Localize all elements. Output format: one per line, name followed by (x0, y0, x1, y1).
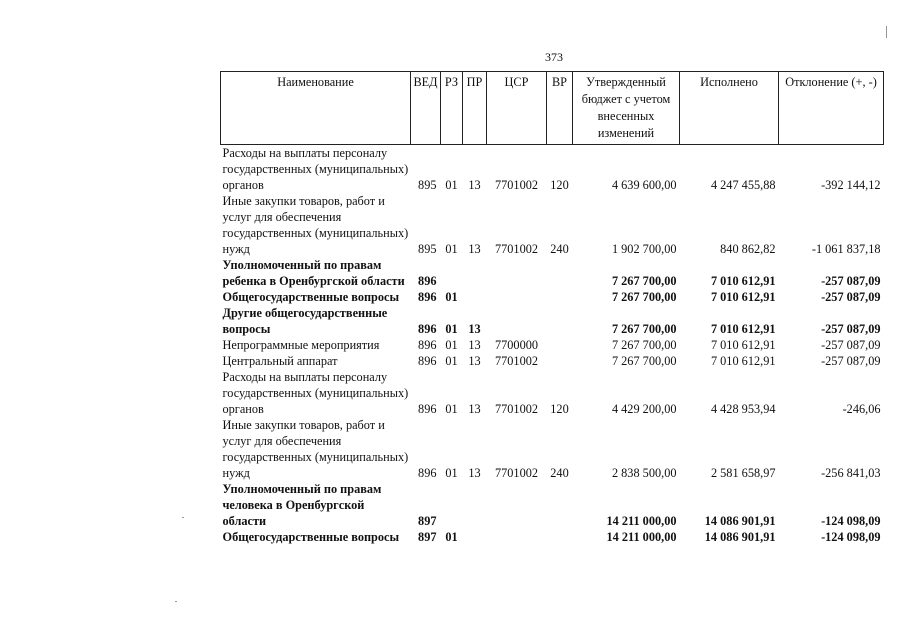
table-row (221, 257, 884, 289)
table-row (221, 369, 884, 417)
scan-edge-mark (886, 26, 887, 38)
cell-ved: 896 (418, 290, 437, 304)
cell-csr: 7701002 (494, 466, 539, 480)
cell-ved: 896 (418, 338, 437, 352)
cell-csr (487, 529, 547, 545)
cell-name: Уполномоченный по правам ребенка в Оренбургской области (222, 258, 405, 288)
cell-name: Расходы на выплаты персоналу государственных (муниципальных) органов (222, 370, 409, 416)
cell-ved: 896 (418, 354, 437, 368)
cell-pr: 13 (468, 178, 481, 192)
cell-deviation: -257 087,09 (821, 290, 881, 304)
cell-csr: 7701002 (494, 242, 539, 256)
cell-csr (487, 289, 547, 305)
cell-approved: 7 267 700,00 (611, 322, 677, 336)
cell-executed: 7 010 612,91 (710, 354, 776, 368)
page-number: 373 (545, 50, 563, 64)
table-row (221, 145, 884, 194)
cell-executed: 7 010 612,91 (710, 322, 776, 336)
cell-vr (547, 337, 573, 353)
header-name: Наименование (221, 72, 411, 145)
scan-speck (175, 601, 177, 602)
table-row (221, 305, 884, 337)
header-vr: ВР (547, 72, 573, 145)
table-row (221, 417, 884, 481)
cell-name: Центральный аппарат (222, 354, 338, 368)
header-row (221, 72, 884, 145)
cell-pr (463, 529, 487, 545)
cell-vr: 120 (550, 402, 569, 416)
table-row (221, 193, 884, 257)
cell-approved: 7 267 700,00 (611, 354, 677, 368)
table-row (221, 529, 884, 545)
cell-vr (547, 305, 573, 337)
cell-deviation: -124 098,09 (821, 530, 881, 544)
cell-pr: 13 (468, 354, 481, 368)
cell-deviation: -257 087,09 (821, 354, 881, 368)
cell-executed: 7 010 612,91 (710, 274, 776, 288)
cell-pr (463, 481, 487, 529)
cell-approved: 4 639 600,00 (611, 178, 677, 192)
header-executed: Исполнено (680, 72, 779, 145)
cell-executed: 4 428 953,94 (710, 402, 776, 416)
header-pr: ПР (463, 72, 487, 145)
header-approved: Утвержденный бюджет с учетом внесенных изменений (573, 72, 680, 145)
cell-ved: 897 (418, 530, 437, 544)
cell-rz: 01 (445, 290, 458, 304)
cell-name: Расходы на выплаты персоналу государственных (муниципальных) органов (222, 146, 409, 192)
scan-speck (182, 517, 184, 518)
cell-approved: 14 211 000,00 (606, 514, 677, 528)
cell-rz (441, 257, 463, 289)
cell-rz: 01 (445, 338, 458, 352)
cell-deviation: -257 087,09 (821, 338, 881, 352)
cell-vr (547, 481, 573, 529)
cell-ved: 895 (418, 178, 437, 192)
table-body (221, 145, 884, 546)
cell-rz (441, 481, 463, 529)
cell-pr (463, 257, 487, 289)
cell-name: Другие общегосударственные вопросы (222, 306, 388, 336)
cell-approved: 4 429 200,00 (611, 402, 677, 416)
cell-ved: 896 (418, 274, 437, 288)
cell-approved: 14 211 000,00 (606, 530, 677, 544)
cell-approved: 7 267 700,00 (611, 290, 677, 304)
cell-name: Уполномоченный по правам человека в Оренбургской области (222, 482, 382, 528)
table-row (221, 337, 884, 353)
cell-ved: 896 (418, 466, 437, 480)
cell-ved: 896 (418, 322, 437, 336)
cell-executed: 14 086 901,91 (704, 514, 776, 528)
cell-rz: 01 (445, 178, 458, 192)
cell-vr: 240 (550, 242, 569, 256)
cell-deviation: -124 098,09 (821, 514, 881, 528)
cell-ved: 897 (418, 514, 437, 528)
cell-vr (547, 529, 573, 545)
cell-csr: 7701002 (494, 178, 539, 192)
table-row (221, 289, 884, 305)
cell-deviation: -246,06 (842, 402, 881, 416)
cell-name: Непрограммные мероприятия (222, 338, 380, 352)
cell-csr: 7701002 (494, 354, 539, 368)
cell-pr: 13 (468, 338, 481, 352)
cell-rz: 01 (445, 242, 458, 256)
header-rz: РЗ (441, 72, 463, 145)
cell-executed: 4 247 455,88 (710, 178, 776, 192)
header-csr: ЦСР (487, 72, 547, 145)
cell-name: Иные закупки товаров, работ и услуг для обеспечения государственных (муниципальных) нужд (222, 418, 409, 480)
cell-rz: 01 (445, 466, 458, 480)
cell-vr (547, 257, 573, 289)
cell-vr: 240 (550, 466, 569, 480)
budget-table (220, 71, 884, 545)
cell-pr: 13 (468, 466, 481, 480)
header-deviation: Отклонение (+, -) (779, 72, 884, 145)
cell-vr: 120 (550, 178, 569, 192)
cell-deviation: -257 087,09 (821, 274, 881, 288)
cell-executed: 2 581 658,97 (710, 466, 776, 480)
cell-vr (547, 353, 573, 369)
cell-name: Иные закупки товаров, работ и услуг для обеспечения государственных (муниципальных) нужд (222, 194, 409, 256)
cell-executed: 7 010 612,91 (710, 338, 776, 352)
cell-approved: 2 838 500,00 (611, 466, 677, 480)
cell-ved: 896 (418, 402, 437, 416)
cell-rz: 01 (445, 322, 458, 336)
cell-pr: 13 (468, 402, 481, 416)
header-ved: ВЕД (411, 72, 441, 145)
cell-executed: 840 862,82 (720, 242, 776, 256)
cell-pr: 13 (468, 322, 481, 336)
table-row (221, 353, 884, 369)
cell-vr (547, 289, 573, 305)
cell-deviation: -1 061 837,18 (811, 242, 881, 256)
table-row (221, 481, 884, 529)
cell-rz: 01 (445, 530, 458, 544)
cell-name: Общегосударственные вопросы (222, 530, 400, 544)
cell-deviation: -392 144,12 (821, 178, 881, 192)
cell-deviation: -257 087,09 (821, 322, 881, 336)
cell-ved: 895 (418, 242, 437, 256)
cell-csr: 7701002 (494, 402, 539, 416)
cell-csr (487, 305, 547, 337)
cell-csr (487, 481, 547, 529)
cell-rz: 01 (445, 354, 458, 368)
cell-approved: 7 267 700,00 (611, 338, 677, 352)
cell-rz: 01 (445, 402, 458, 416)
cell-pr (463, 289, 487, 305)
cell-approved: 1 902 700,00 (611, 242, 677, 256)
cell-name: Общегосударственные вопросы (222, 290, 400, 304)
cell-pr: 13 (468, 242, 481, 256)
cell-csr (487, 257, 547, 289)
cell-deviation: -256 841,03 (821, 466, 881, 480)
cell-executed: 14 086 901,91 (704, 530, 776, 544)
cell-executed: 7 010 612,91 (710, 290, 776, 304)
cell-approved: 7 267 700,00 (611, 274, 677, 288)
cell-csr: 7700000 (494, 338, 539, 352)
